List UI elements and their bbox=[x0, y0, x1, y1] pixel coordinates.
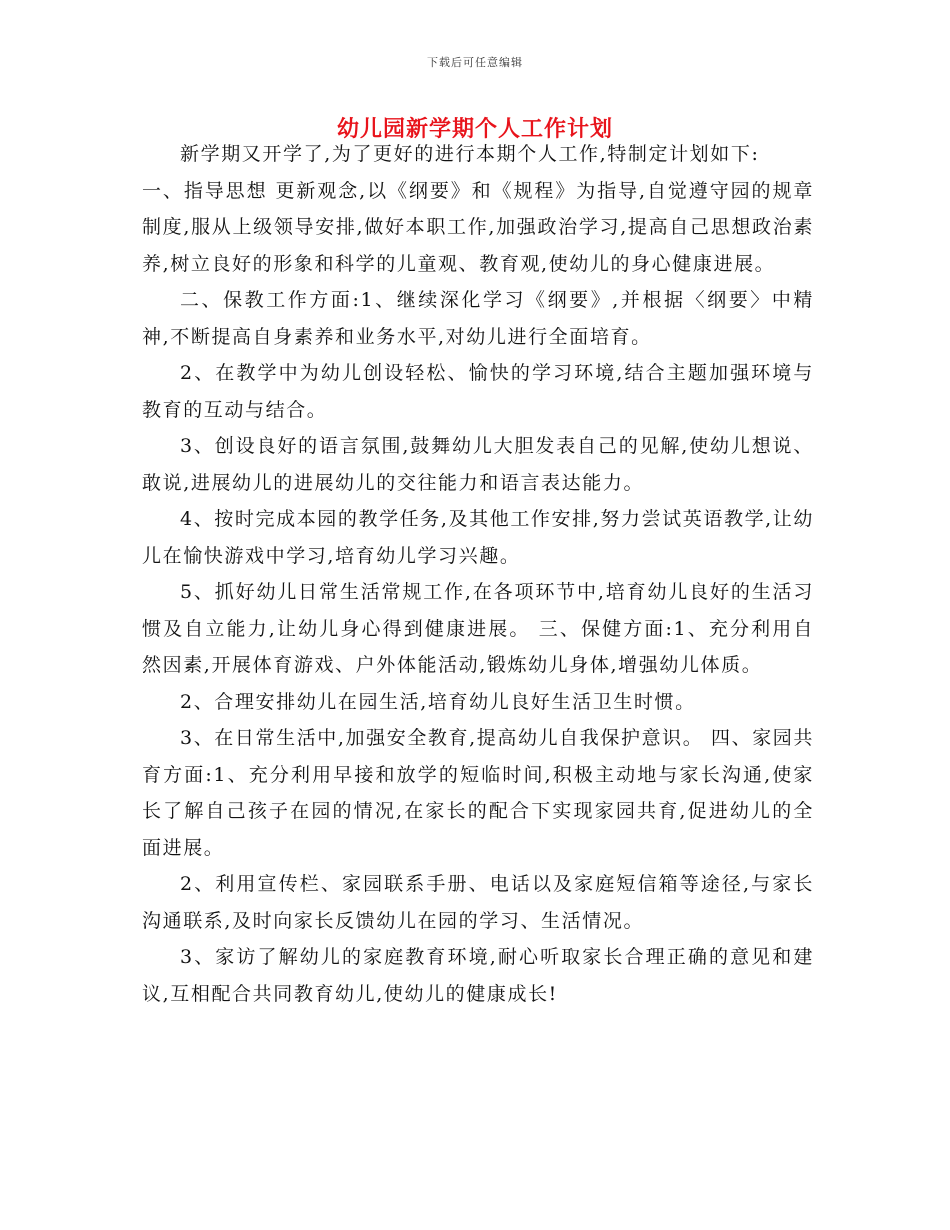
paragraph-family-3: 3、家访了解幼儿的家庭教育环境,耐心听取家长合理正确的意见和建议,互相配合共同教育幼儿,使幼儿的健康成长! bbox=[142, 946, 814, 1005]
paragraph-health-2: 2、合理安排幼儿在园生活,培育幼儿良好生活卫生时惯。 bbox=[180, 690, 696, 713]
header-note: 下载后可任意编辑 bbox=[427, 56, 523, 69]
paragraph-family-2: 2、利用宣传栏、家园联系手册、电话以及家庭短信箱等途径,与家长沟通联系,及时向家长反馈幼儿在园的学习、生活情况。 bbox=[142, 873, 814, 932]
paragraph-intro: 新学期又开学了,为了更好的进行本期个人工作,特制定计划如下: bbox=[180, 143, 760, 165]
paragraph-education-1: 二、保教工作方面:1、继续深化学习《纲要》,并根据〈纲要〉中精神,不断提高自身素养和业务水平,对幼儿进行全面培育。 bbox=[142, 289, 814, 348]
document-body bbox=[142, 136, 814, 1012]
document-title: 幼儿园新学期个人工作计划 bbox=[336, 116, 613, 142]
paragraph-education-4: 4、按时完成本园的教学任务,及其他工作安排,努力尝试英语教学,让幼儿在愉快游戏中学习,培育幼儿学习兴趣。 bbox=[142, 508, 815, 567]
paragraph-education-2: 2、在教学中为幼儿创设轻松、愉快的学习环境,结合主题加强环境与教育的互动与结合。 bbox=[142, 362, 814, 421]
paragraph-education-5-health-1: 5、抓好幼儿日常生活常规工作,在各项环节中,培育幼儿良好的生活习惯及自立能力,让幼儿身心得到健康进展。 三、保健方面:1、充分利用自然因素,开展体育游戏、户外体能活动,锻炼幼儿身体,增强幼儿体质。 bbox=[142, 581, 814, 676]
paragraph-education-3: 3、创设良好的语言氛围,鼓舞幼儿大胆发表自己的见解,使幼儿想说、敢说,进展幼儿的进展幼儿的交往能力和语言表达能力。 bbox=[142, 435, 814, 494]
paragraph-health-3-family-1: 3、在日常生活中,加强安全教育,提高幼儿自我保护意识。 四、家园共育方面:1、充分利用早接和放学的短临时间,积极主动地与家长沟通,使家长了解自己孩子在园的情况,在家长的配合下实现家园共育,促进幼儿的全面进展。 bbox=[142, 727, 815, 859]
paragraph-guiding-thought: 一、指导思想 更新观念,以《纲要》和《规程》为指导,自觉遵守园的规章制度,服从上级领导安排,做好本职工作,加强政治学习,提高自己思想政治素养,树立良好的形象和科学的儿童观、教育观,使幼儿的身心健康进展。 bbox=[142, 179, 814, 275]
